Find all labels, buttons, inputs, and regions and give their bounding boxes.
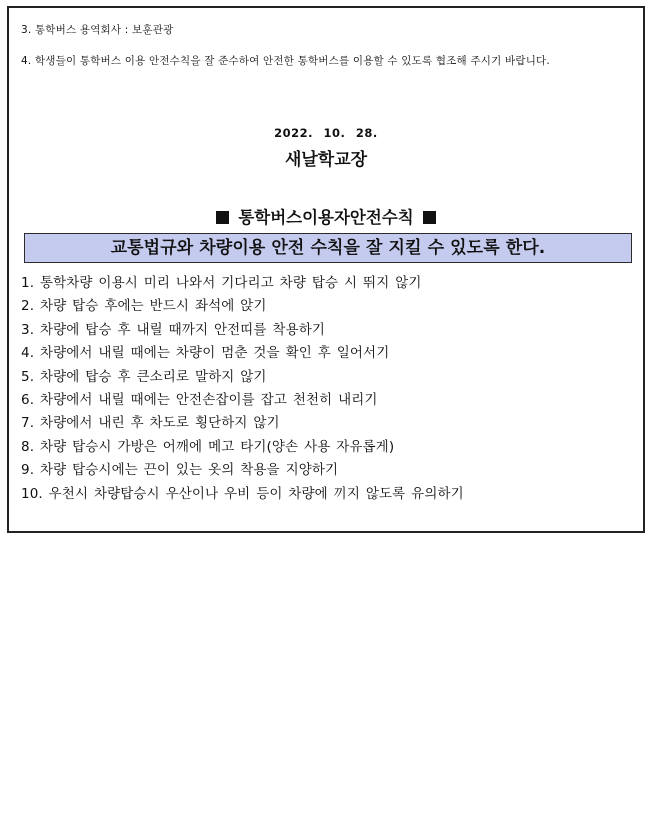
document-frame xyxy=(7,6,645,533)
safety-rule-10: 10. 우천시 차량탑승시 우산이나 우비 등이 차량에 끼지 않도록 유의하기 xyxy=(21,485,464,502)
safety-rule-4: 4. 차량에서 내릴 때에는 차량이 멈춘 것을 확인 후 일어서기 xyxy=(21,345,390,362)
notice-item-3: 3. 통학버스 용역회사 : 보훈관광 xyxy=(21,24,174,36)
safety-rules-heading xyxy=(9,204,643,228)
issue-date: 2022. 10. 28. xyxy=(274,126,378,140)
safety-rules-list xyxy=(21,272,464,506)
safety-rule-9: 9. 차량 탑승시에는 끈이 있는 옷의 착용을 지양하기 xyxy=(21,462,339,479)
notice-item-4: 4. 학생들이 통학버스 이용 안전수칙을 잘 준수하여 안전한 통학버스를 이용할 수 있도록 협조해 주시기 바랍니다. xyxy=(21,55,550,67)
safety-rule-6: 6. 차량에서 내릴 때에는 안전손잡이를 잡고 천천히 내리기 xyxy=(21,391,378,408)
square-bullet-icon xyxy=(216,211,229,224)
safety-banner: 교통법규와 차량이용 안전 수칙을 잘 지킬 수 있도록 한다. xyxy=(24,233,632,263)
safety-rules-title: 통학버스이용자안전수칙 xyxy=(238,208,414,227)
safety-rule-8: 8. 차량 탑승시 가방은 어깨에 메고 타기(양손 사용 자유롭게) xyxy=(21,438,395,455)
safety-rule-1: 1. 통학차량 이용시 미리 나와서 기다리고 차량 탑승 시 뛰지 않기 xyxy=(21,275,422,291)
school-principal-signature: 새날학교장 xyxy=(284,150,368,170)
safety-rule-5: 5. 차량에 탑승 후 큰소리로 말하지 않기 xyxy=(21,368,267,385)
safety-rule-3: 3. 차량에 탑승 후 내릴 때까지 안전띠를 착용하기 xyxy=(21,321,325,338)
safety-rule-7: 7. 차량에서 내린 후 차도로 횡단하지 않기 xyxy=(21,415,280,432)
safety-rule-2: 2. 차량 탑승 후에는 반드시 좌석에 앉기 xyxy=(21,298,267,315)
square-bullet-icon xyxy=(423,211,436,224)
